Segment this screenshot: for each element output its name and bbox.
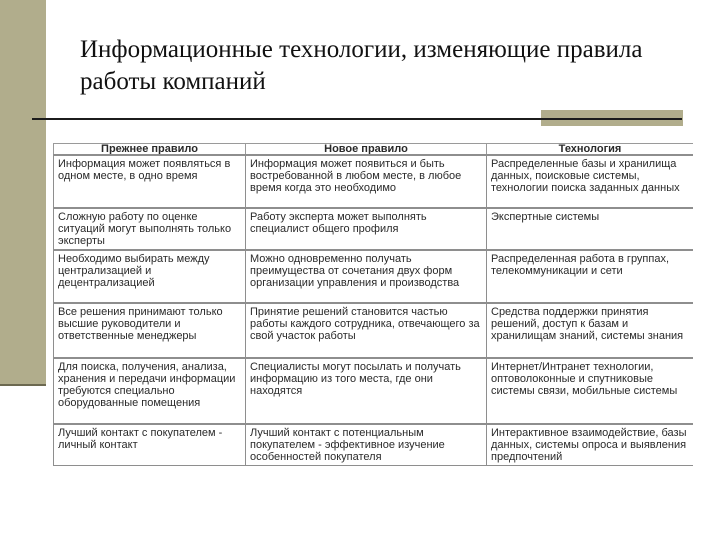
left-accent-bar xyxy=(0,0,46,384)
technology-cell: Интерактивное взаимодействие, базы данных, системы опроса и выявления предпочтений xyxy=(487,424,694,466)
technology-cell: Экспертные системы xyxy=(487,208,694,250)
old-rule-cell: Сложную работу по оценке ситуаций могут выполнять только эксперты xyxy=(54,208,246,250)
table-row xyxy=(54,155,694,208)
left-accent-line xyxy=(0,384,46,386)
slide-title: Информационные технологии, изменяющие правила работы компаний xyxy=(80,36,643,95)
technology-cell: Интернет/Интранет технологии, оптоволоконные и спутниковые системы связи, мобильные системы xyxy=(487,358,694,424)
header-technology: Технология xyxy=(487,144,694,156)
technology-cell: Распределенная работа в группах, телекоммуникации и сети xyxy=(487,250,694,303)
new-rule-cell: Работу эксперта может выполнять специалист общего профиля xyxy=(246,208,487,250)
new-rule-cell: Лучший контакт с потенциальным покупателем - эффективное изучение особенностей покупателя xyxy=(246,424,487,466)
table-row xyxy=(54,303,694,358)
old-rule-cell: Информация может появляться в одном месте, в одно время xyxy=(54,155,246,208)
header-old-rule: Прежнее правило xyxy=(54,144,246,156)
old-rule-cell: Лучший контакт с покупателем - личный контакт xyxy=(54,424,246,466)
table-header-row xyxy=(54,144,694,156)
rules-table-container xyxy=(53,143,693,493)
table-row xyxy=(54,208,694,250)
old-rule-cell: Необходимо выбирать между централизацией и децентрализацией xyxy=(54,250,246,303)
table-row xyxy=(54,424,694,466)
new-rule-cell: Принятие решений становится частью работы каждого сотрудника, отвечающего за свой участок работы xyxy=(246,303,487,358)
header-new-rule: Новое правило xyxy=(246,144,487,156)
new-rule-cell: Можно одновременно получать преимущества от сочетания двух форм организации управления и производства xyxy=(246,250,487,303)
technology-cell: Распределенные базы и хранилища данных, поисковые системы, технологии поиска заданных данных xyxy=(487,155,694,208)
old-rule-cell: Все решения принимают только высшие руководители и ответственные менеджеры xyxy=(54,303,246,358)
table-row xyxy=(54,250,694,303)
table-row xyxy=(54,358,694,424)
new-rule-cell: Специалисты могут посылать и получать информацию из того места, где они находятся xyxy=(246,358,487,424)
title-divider xyxy=(32,118,682,120)
old-rule-cell: Для поиска, получения, анализа, хранения и передачи информации требуются специально оборудованные помещения xyxy=(54,358,246,424)
rules-table xyxy=(53,143,693,466)
new-rule-cell: Информация может появиться и быть востребованной в любом месте, в любое время когда это необходимо xyxy=(246,155,487,208)
technology-cell: Средства поддержки принятия решений, доступ к базам и хранилищам знаний, системы знания xyxy=(487,303,694,358)
